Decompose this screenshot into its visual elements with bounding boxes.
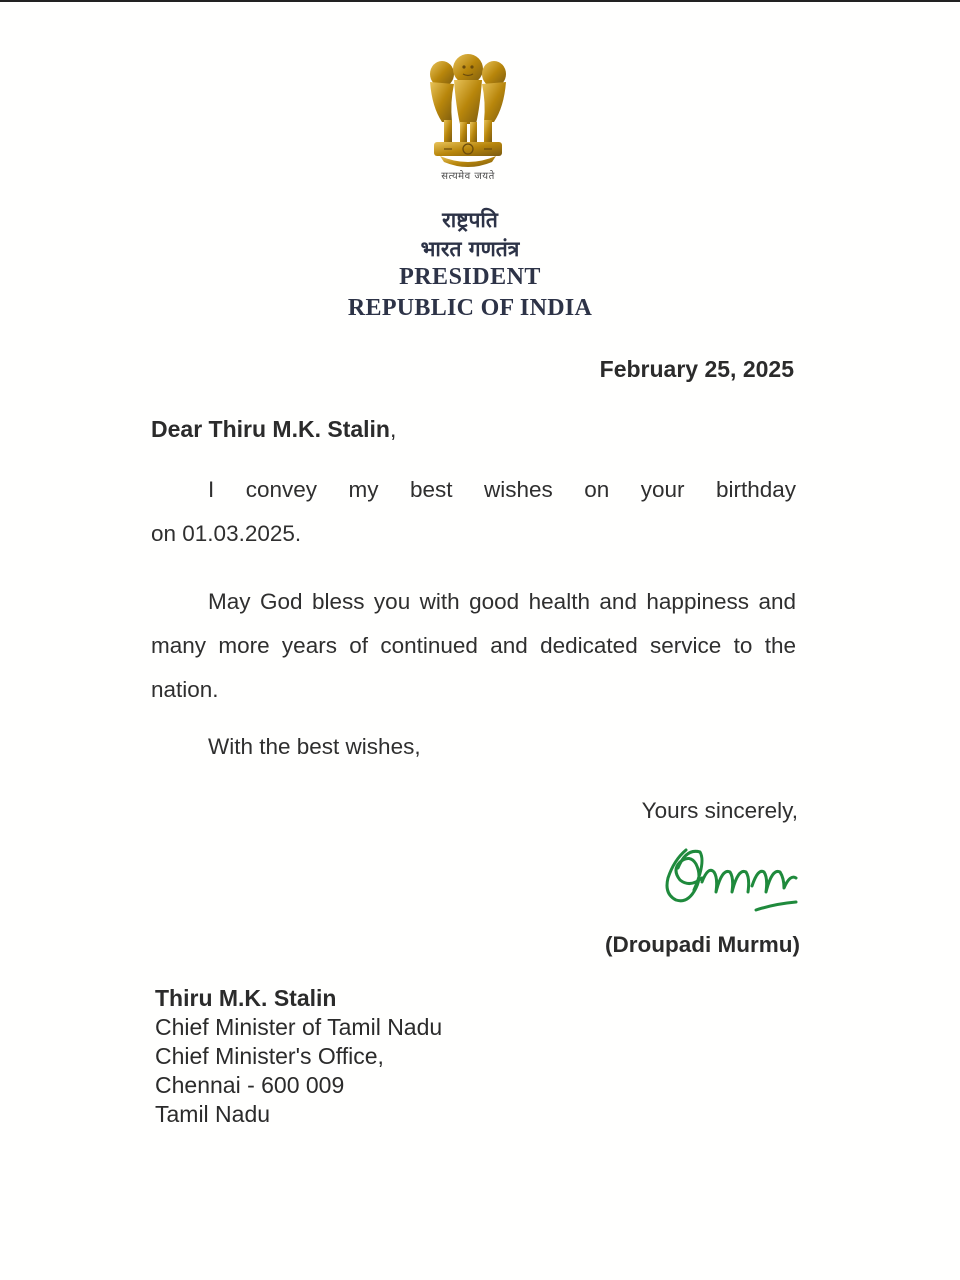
recipient-address bbox=[155, 984, 442, 1129]
signatory-name: (Droupadi Murmu) bbox=[605, 932, 800, 957]
letterhead-title: PRESIDENT bbox=[399, 264, 541, 290]
letterhead-hindi-subtitle: भारत गणतंत्र bbox=[420, 237, 520, 261]
letter-date: February 25, 2025 bbox=[599, 356, 794, 382]
closing-line: With the best wishes, bbox=[208, 734, 421, 759]
state-emblem-icon bbox=[420, 52, 516, 174]
salutation bbox=[151, 416, 396, 443]
paragraph-1-line-1 bbox=[151, 468, 796, 512]
letterhead-hindi-title: राष्ट्रपति bbox=[442, 208, 498, 232]
body-paragraph-1 bbox=[151, 468, 796, 556]
address-line-1: Chief Minister of Tamil Nadu bbox=[155, 1014, 443, 1040]
address-line-3: Chennai - 600 009 bbox=[155, 1072, 345, 1098]
signature-icon bbox=[656, 838, 806, 918]
salutation-name: Dear Thiru M.K. Stalin bbox=[151, 416, 390, 442]
address-line-4: Tamil Nadu bbox=[155, 1101, 271, 1127]
address-name: Thiru M.K. Stalin bbox=[155, 985, 337, 1011]
paragraph-1-line-2: on 01.03.2025. bbox=[151, 521, 302, 546]
top-border bbox=[0, 0, 960, 2]
yours-sincerely: Yours sincerely, bbox=[641, 798, 798, 823]
address-line-2: Chief Minister's Office, bbox=[155, 1043, 384, 1069]
body-paragraph-2 bbox=[151, 580, 796, 712]
salutation-punct: , bbox=[389, 416, 397, 442]
letterhead-subtitle: REPUBLIC OF INDIA bbox=[347, 295, 593, 321]
paragraph-2-text: May God bless you with good health and happiness and many more years of continued and dedicated service to the nation. bbox=[151, 589, 796, 702]
paragraph-1-line-1-text: I convey my best wishes on your birthday bbox=[208, 477, 796, 502]
emblem-motto: सत्यमेव जयते bbox=[441, 171, 495, 182]
